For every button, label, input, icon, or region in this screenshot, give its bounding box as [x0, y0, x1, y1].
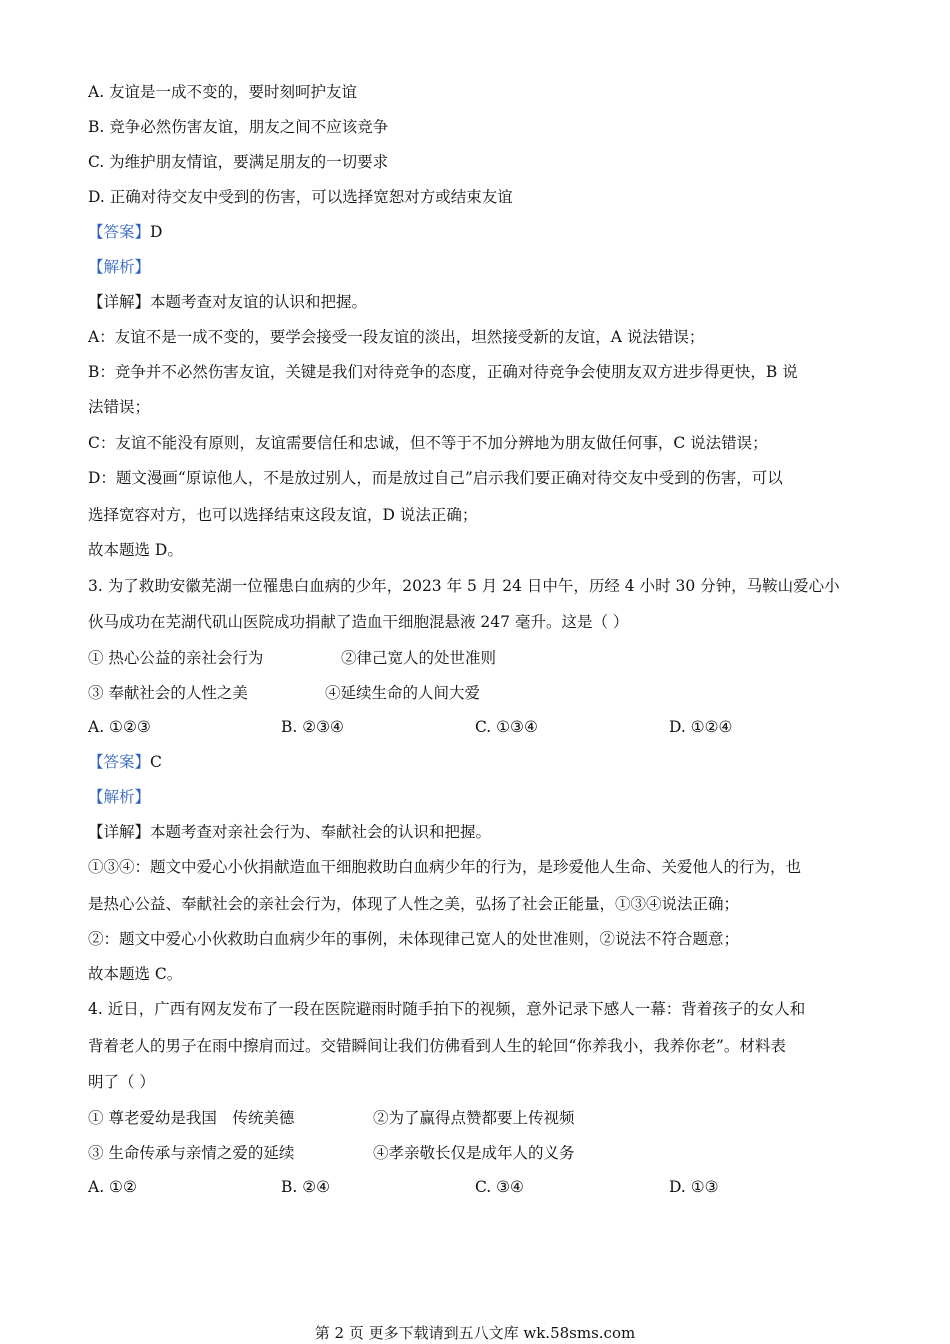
q4-choice-d: D. ①③ [669, 1178, 719, 1196]
q3-detail-heading: 【详解】本题考查对亲社会行为、奉献社会的认识和把握。 [88, 823, 492, 841]
page-footer: 第 2 页 更多下载请到五八文库 wk.58sms.com [314, 1324, 636, 1342]
q3-stem-cont: 伙马成功在芜湖代矶山医院成功捐献了造血干细胞混悬液 247 毫升。这是（ ） [88, 613, 629, 631]
answer-value: D [150, 223, 163, 241]
q2-option-b: B. 竞争必然伤害友谊，朋友之间不应该竞争 [88, 118, 389, 136]
q3-statement-3: ③ 奉献社会的人性之美 [88, 684, 248, 702]
q4-statement-1: ① 尊老爱幼是我国 传统美德 [88, 1109, 295, 1127]
q2-detail-d-cont: 选择宽容对方，也可以选择结束这段友谊，D 说法正确； [88, 506, 478, 524]
q2-detail-b: B：竞争并不必然伤害友谊，关键是我们对待竞争的态度，正确对待竞争会使朋友双方进步得更快，B 说 [88, 363, 798, 381]
q2-detail-c: C：友谊不能没有原则，友谊需要信任和忠诚，但不等于不加分辨地为朋友做任何事，C 说法错误； [88, 434, 768, 452]
q3-detail-1: ①③④：题文中爱心小伙捐献造血干细胞救助白血病少年的行为，是珍爱他人生命、关爱他人的行为，也 [88, 858, 802, 876]
q4-stem: 4. 近日，广西有网友发布了一段在医院避雨时随手拍下的视频，意外记录下感人一幕：背着孩子的女人和 [88, 1000, 806, 1018]
q3-stem: 3. 为了救助安徽芜湖一位罹患白血病的少年，2023 年 5 月 24 日中午，历经 4 小时 30 分钟，马鞍山爱心小 [88, 577, 840, 595]
q2-detail-d: D：题文漫画“原谅他人，不是放过别人，而是放过自己”启示我们要正确对待交友中受到的伤害，可以 [88, 469, 783, 487]
q2-detail-b-cont: 法错误； [88, 398, 151, 416]
q4-choice-a: A. ①② [88, 1178, 137, 1196]
q3-statement-2: ②律己宽人的处世准则 [341, 649, 497, 667]
answer-tag: 【答案】 [88, 223, 151, 241]
q2-analysis-tag: 【解析】 [88, 258, 151, 276]
q4-choice-c: C. ③④ [475, 1178, 524, 1196]
q3-detail-1-cont: 是热心公益、奉献社会的亲社会行为，体现了人性之美，弘扬了社会正能量，①③④说法正确； [88, 895, 740, 913]
q2-option-d: D. 正确对待交友中受到的伤害，可以选择宽恕对方或结束友谊 [88, 188, 513, 206]
q4-stem-cont: 背着老人的男子在雨中擦肩而过。交错瞬间让我们仿佛看到人生的轮回“你养我小，我养你老”。材料表 [88, 1037, 786, 1055]
q4-statement-4: ④孝亲敬长仅是成年人的义务 [373, 1144, 575, 1162]
q2-option-a: A. 友谊是一成不变的，要时刻呵护友谊 [88, 83, 358, 101]
q3-choice-a: A. ①②③ [88, 718, 151, 736]
q3-choice-b: B. ②③④ [281, 718, 344, 736]
answer-value: C [150, 753, 162, 771]
answer-tag: 【答案】 [88, 753, 151, 771]
q4-stem-cont-2: 明了（ ） [88, 1073, 155, 1091]
q2-answer-line [88, 222, 162, 242]
q3-choice-d: D. ①②④ [669, 718, 733, 736]
q3-statement-1: ① 热心公益的亲社会行为 [88, 649, 264, 667]
q2-conclusion: 故本题选 D。 [88, 541, 183, 559]
q3-detail-2: ②：题文中爱心小伙救助白血病少年的事例，未体现律己宽人的处世准则，②说法不符合题意； [88, 930, 740, 948]
q4-statement-3: ③ 生命传承与亲情之爱的延续 [88, 1144, 295, 1162]
q3-statement-4: ④延续生命的人间大爱 [325, 684, 481, 702]
q4-choice-b: B. ②④ [281, 1178, 331, 1196]
q2-detail-a: A：友谊不是一成不变的，要学会接受一段友谊的淡出，坦然接受新的友谊，A 说法错误； [88, 328, 705, 346]
q2-option-c: C. 为维护朋友情谊，要满足朋友的一切要求 [88, 153, 389, 171]
q2-detail-heading: 【详解】本题考查对友谊的认识和把握。 [88, 293, 368, 311]
q4-statement-2: ②为了赢得点赞都要上传视频 [373, 1109, 575, 1127]
q3-analysis-tag: 【解析】 [88, 788, 151, 806]
q3-conclusion: 故本题选 C。 [88, 965, 183, 983]
q3-answer-line [88, 752, 162, 772]
q3-choice-c: C. ①③④ [475, 718, 538, 736]
